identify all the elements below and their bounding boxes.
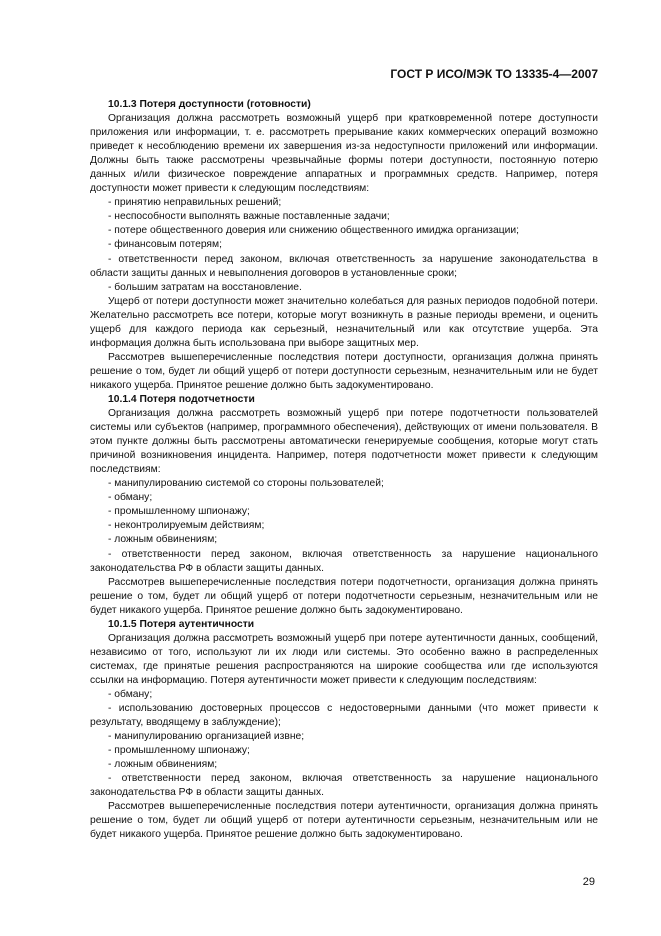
section-intro: Организация должна рассмотреть возможный ущерб при кратковременной потере доступности приложения или информации, т. е. рассмотреть прерывание каких коммерческих операций возможно приведет к несоблюдению времени их завершения из-за недоступности приложений или информации. Должны быть также рассмотрены чрезвычайные формы потери доступности, постоянную потерю данных и/или физическое повреждение аппаратных и программных средств. Например, потеря доступности может привести к следующим последствиям: [90,113,598,195]
list-item: - неспособности выполнять важные поставленные задачи; [108,211,390,223]
section-heading: 10.1.3 Потеря доступности (готовности) [108,99,311,110]
list-item: - ложным обвинениям; [108,759,218,771]
list-item: - потере общественного доверия или снижению общественного имиджа организации; [108,225,519,237]
consequence-list [90,688,598,800]
list-item: - обману; [108,688,153,700]
list-item: - промышленному шпионажу; [108,745,250,757]
paragraph: Рассмотрев вышеперечисленные последствия потери подотчетности, организация должна принять решение о том, будет ли общий ущерб от потери подотчетности серьезным, незначительным или не будет никакого ущерба. Принятое решение должно быть задокументировано. [90,576,598,616]
list-item: - манипулированию организацией извне; [108,731,305,743]
list-item: - промышленному шпионажу; [108,506,250,518]
section-availability-loss [90,98,598,393]
document-body [90,98,598,842]
section-authenticity-loss [90,618,598,843]
list-item: - ложным обвинениям; [108,534,218,546]
section-intro: Организация должна рассмотреть возможный ущерб при потере аутентичности данных, сообщений, независимо от того, используют ли их люди или системы. Это особенно важно в распределенных системах, где принятые решения распространяются на широкие сообщества или где используются ссылки на информацию. Потеря аутентичности может привести к следующим последствиям: [90,632,598,686]
list-item: - неконтролируемым действиям; [108,520,265,532]
list-item: - ответственности перед законом, включая ответственность за нарушение национального законодательства РФ в области защиты данных. [90,773,598,799]
document-header: ГОСТ Р ИСО/МЭК ТО 13335-4—2007 [390,67,598,81]
section-accountability-loss [90,393,598,618]
section-heading: 10.1.4 Потеря подотчетности [108,393,255,405]
list-item: - обману; [108,492,153,504]
paragraph: Рассмотрев вышеперечисленные последствия потери аутентичности, организация должна принять решение о том, будет ли общий ущерб от потери аутентичности серьезным, незначительным или не будет никакого ущерба. Принятое решение должно быть задокументировано. [90,801,598,841]
section-heading: 10.1.5 Потеря аутентичности [108,618,255,630]
list-item: - ответственности перед законом, включая ответственность за нарушение национального законодательства РФ в области защиты данных. [90,548,598,574]
list-item: - ответственности перед законом, включая ответственность за нарушение законодательства в области защиты данных и невыполнения договоров в установленные сроки; [90,253,598,279]
list-item: - большим затратам на восстановление. [108,281,302,293]
paragraph: Рассмотрев вышеперечисленные последствия потери доступности, организация должна принять решение о том, будет ли общий ущерб от потери доступности серьезным, незначительным или не будет никакого ущерба. Принятое решение должно быть задокументировано. [90,351,598,391]
consequence-list [90,477,598,575]
list-item: - использованию достоверных процессов с недостоверными данными (что может привести к результату, вводящему в заблуждение); [90,703,598,729]
list-item: - манипулированию системой со стороны пользователей; [108,478,384,490]
page-number: 29 [582,876,595,888]
list-item: - принятию неправильных решений; [108,197,282,209]
paragraph: Ущерб от потери доступности может значительно колебаться для разных периодов подобной потери. Желательно рассмотреть все потери, которые могут возникнуть в разные периоды времени, и оценить ущерб для каждого периода как серьезный, незначительный или как отсутствие ущерба. Эта информация должна быть использована при выборе защитных мер. [90,295,598,349]
consequence-list [90,196,598,294]
section-intro: Организация должна рассмотреть возможный ущерб при потере подотчетности пользователей системы или субъектов (например, программного обеспечения), действующих от имени пользователя. В этом пункте должны быть рассмотрены автоматически генерируемые сообщения, которые могут стать причиной возникновения инцидента. Например, потеря подотчетности может привести к следующим последствиям: [90,408,598,476]
list-item: - финансовым потерям; [108,239,222,251]
